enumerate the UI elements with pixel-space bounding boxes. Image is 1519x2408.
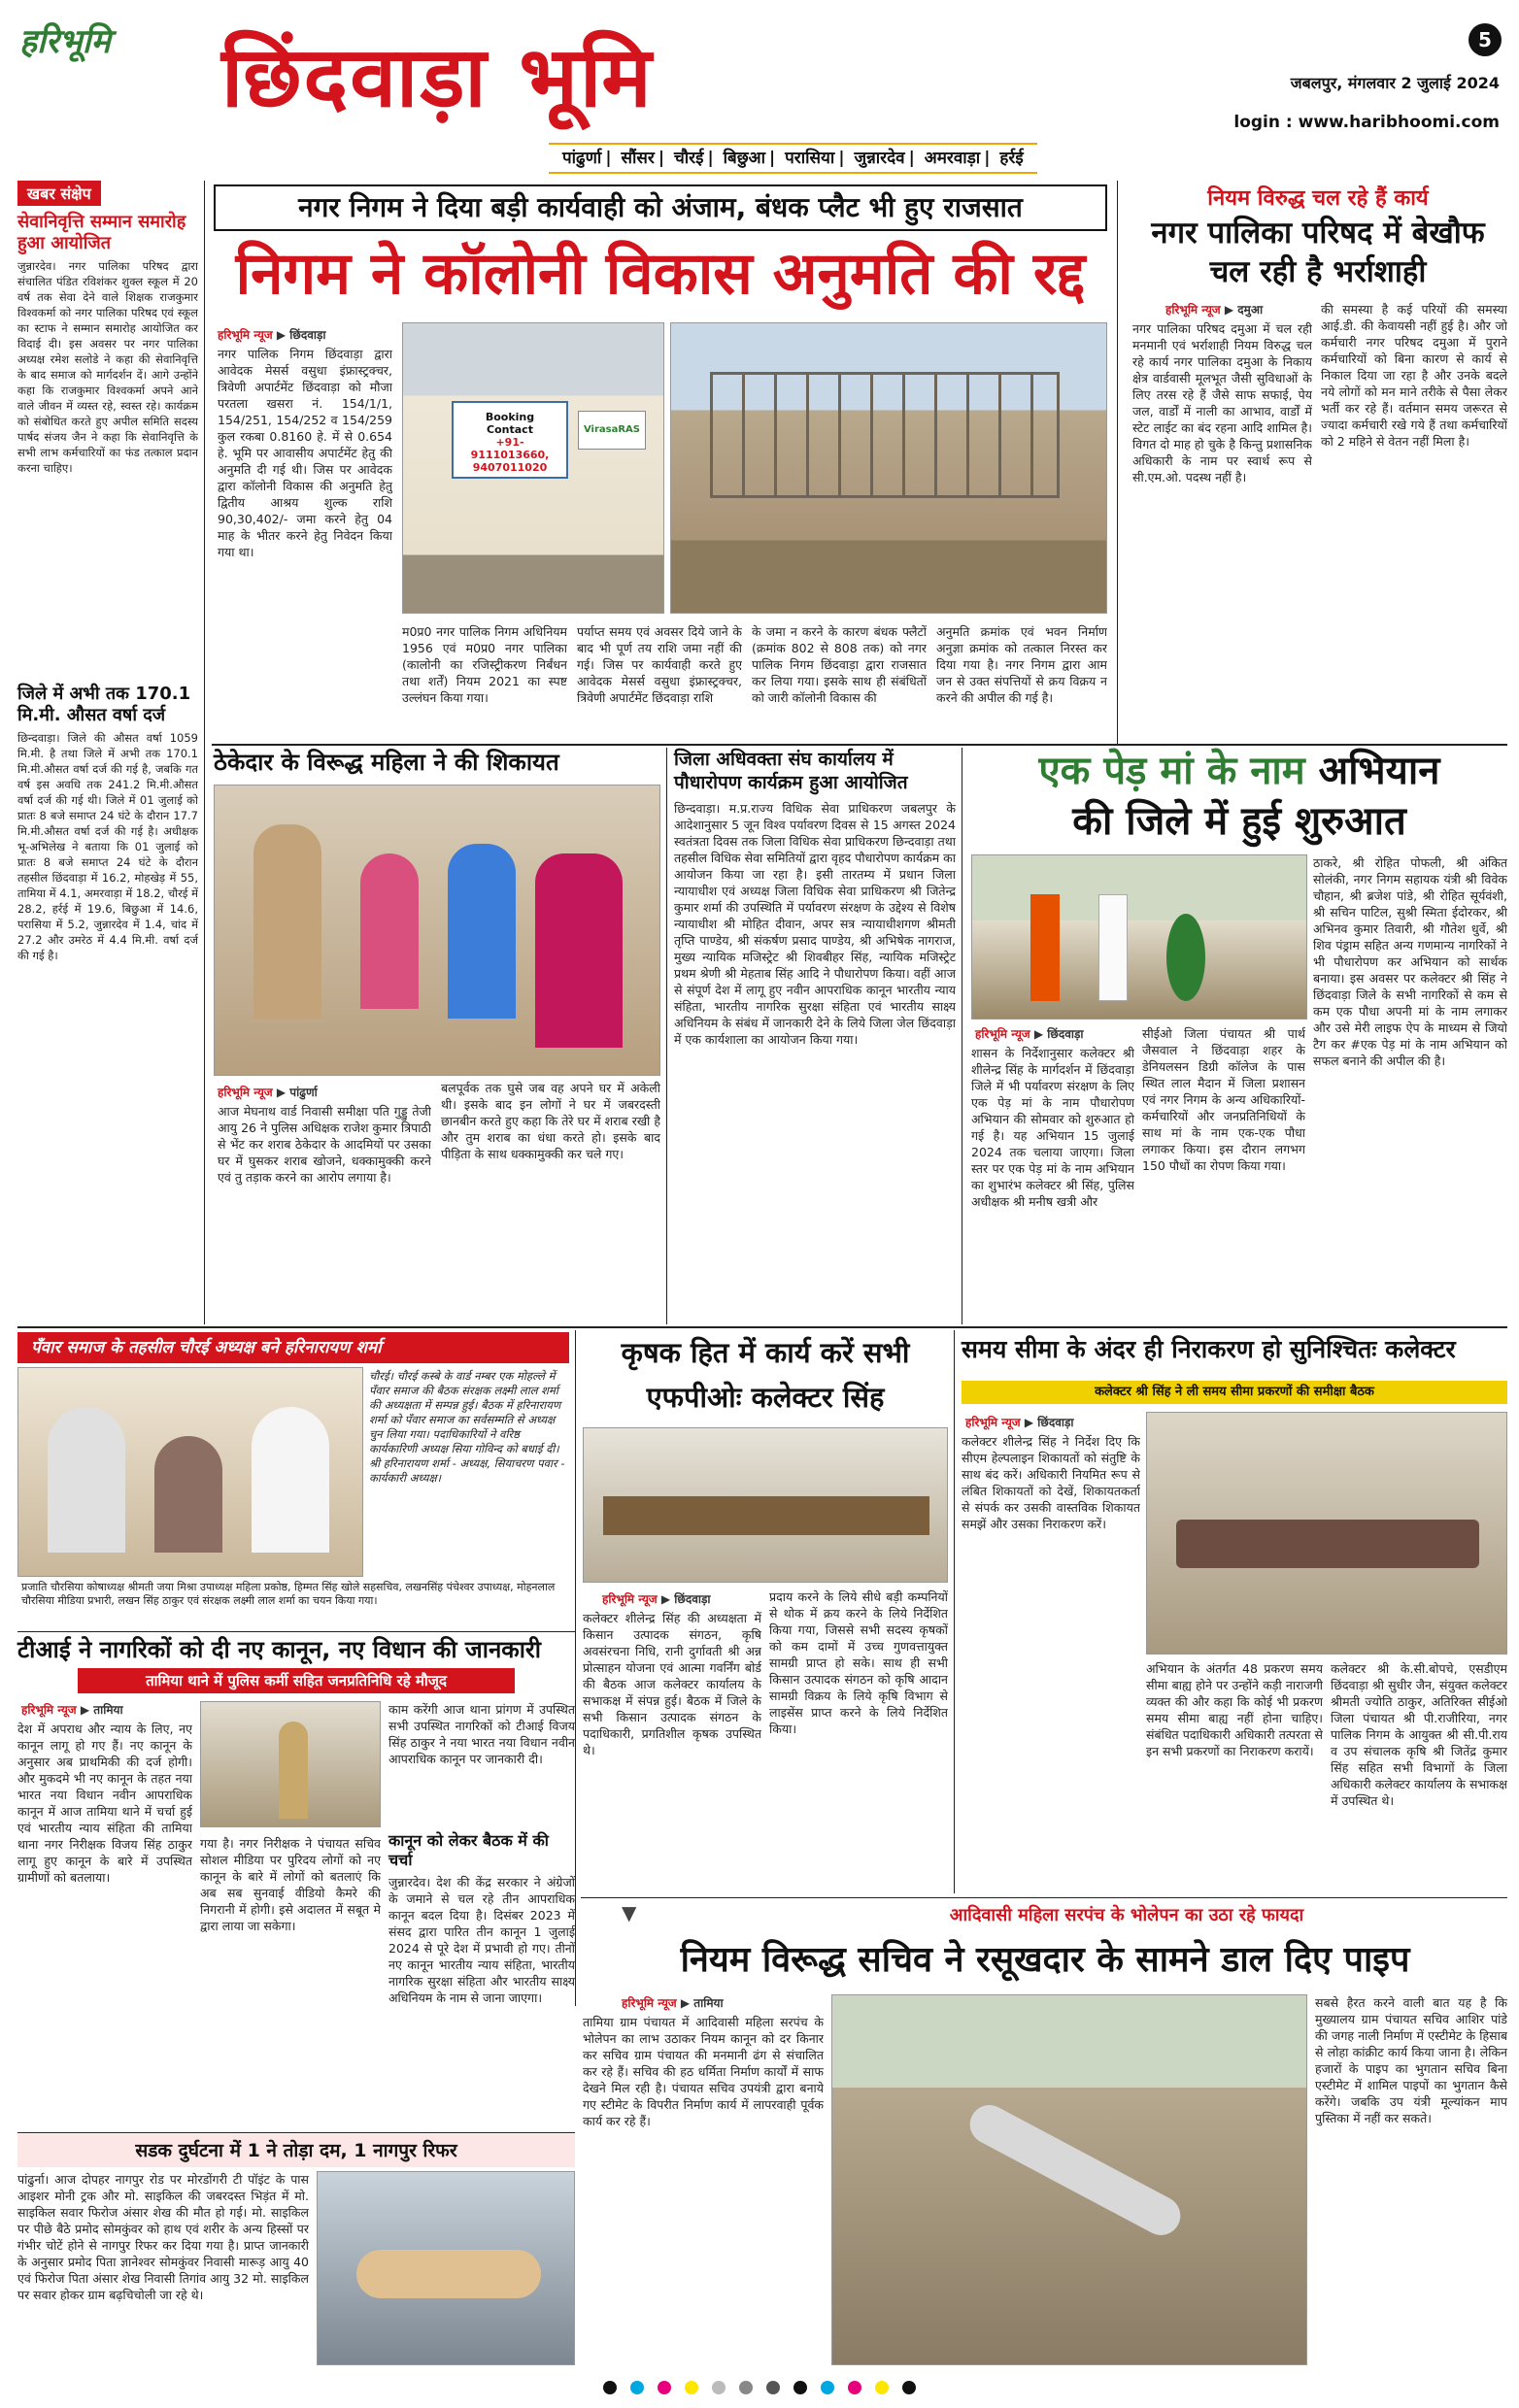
pawar-text: चौरई। चौरई कस्बे के वार्ड नम्बर एक मोहल्ले में पँवार समाज की बैठक संरक्षक लक्ष्मी लाल शर्मा की अध्यक्षता में सम्पन्न हुई। बैठक में हरिनारायण शर्मा को पँवार समाज का सर्वसम्मति से अध्यक्ष चुन लिया गया। पदाधिकारियों ने वरिष्ठ कार्यकारिणी अध्यक्ष सिया गोविन्द को बधाई दी। श्री हरिनारायण शर्मा - अध्यक्ष, सियाचरण पवार - कार्यकारी अध्यक्ष। [369, 1369, 565, 1485]
brief-column [17, 181, 198, 1274]
adivasi-text: सबसे हैरत करने वाली बात यह है कि मुख्यालय ग्राम पंचायत सचिव आशिर पांडे की जगह नाली निर्माण में एस्टीमेट के हिसाब से लोहा कांक्रीट कार्य किया जाना है। लेकिन हजारों के पाइप का भुगतान सचिव बिना एस्टीमेट में शामिल पाइपों का भुगतान कैसे करेंगे। जबकि उप यंत्री मूल्यांकन माप पुस्तिका में नहीं कर सकते। [1315, 1995, 1507, 2125]
lead-text: अनुमति क्रमांक एवं भवन निर्माण अनुज्ञा क्रमांक को तत्काल निरस्त कर दिया गया है। नगर निगम द्वारा आम जन से उक्त संपत्तियों से क्रय विक्रय न करने की अपील की गई है। [936, 624, 1107, 705]
thekedar-headline: ठेकेदार के विरूद्ध महिला ने की शिकायत [214, 749, 559, 776]
brief-headline: सेवानिवृत्ति सम्मान समारोह हुआ आयोजित [17, 212, 186, 253]
nav-item[interactable]: सौंसर [621, 149, 655, 168]
pawar-photo [17, 1367, 363, 1577]
krishak-headline: कृषक हित में कार्य करें सभी [621, 1336, 910, 1369]
samay-byline: हरिभूमि न्यूज ▶ छिंदवाड़ा [965, 1416, 1074, 1429]
tai-subhead: कानून को लेकर बैठक में की चर्चा [388, 1831, 549, 1869]
krishak-text: प्रदाय करने के लिये सीधे बड़ी कम्पनियों से थोक में क्रय करने के लिये निर्देशित किया गया, जिससे सभी सदस्य कृषकों को कम दामों में उच्च गुणवत्तायुक्त सामग्री प्राप्त हो सके। साथ ही सभी किसान उत्पादक संगठन को कृषि आदान सामग्री विक्रय के लिये कृषि विभाग से लाइसेंस प्राप्त करने के लिये निर्देशित किया। [769, 1589, 948, 1736]
samay-text: अभियान के अंतर्गत 48 प्रकरण समय सीमा बाह्य होने पर उन्होंने कड़ी नाराजगी व्यक्त की और कहा कि कोई भी प्रकरण समय सीमा बाह्य नहीं होना चाहिए। संबंधित पदाधिकारी अधिकारी तत्परता से इन सभी प्रकरणों का निराकरण करायें। [1146, 1661, 1323, 1758]
vidhik-text: छिन्दवाड़ा। म.प्र.राज्य विधिक सेवा प्राधिकरण जबलपुर के आदेशानुसार 5 जून विश्व पर्यावरण दिवस से 15 अगस्त 2024 स्वतंत्रता दिवस तक जिला विधिक सेवा प्राधिकरण छिन्दवाड़ा तथा तहसील विधिक सेवा समितियों द्वारा वृहद पौधारोपण कार्यक्रम का आयोजन किया जा रहा है। इसी तारतम्य में प्रधान जिला न्यायाधीश एवं अध्यक्ष जिला विधिक सेवा प्राधिकरण श्री जितेन्द्र कुमार शर्मा की उपस्थिति में पर्यावरण संरक्षण के उद्देश्य से विशेष न्यायाधीश श्री मोहित दीवान, अपर सत्र न्यायाधीशगण श्रीमती तृप्ति पाण्डेय, श्री संकर्षण प्रसाद पाण्डेय, श्री अभिषेक नागराज, मुख्य न्यायिक मजिस्ट्रेट श्री शिवबीहर सिंह, न्यायिक मजिस्ट्रेट प्रथम श्रेणी श्री मेहताब सिंह आदि ने पौधारोपण किया। वहीं आज से संपूर्ण देश में लागू हुए नवीन आपराधिक कानून भारतीय न्याय संहिता, भारतीय नागरिक सुरक्षा संहिता एवं भारतीय साक्ष्य अधिनियम के संबंध में जानकारी देने के लिये जिला जेल छिंदवाड़ा में एक कार्यशाला का आयोजन किया गया। [674, 801, 956, 1047]
thekedar-text: आज मेघनाथ वार्ड निवासी समीक्षा पति गुड्डु तेजी आयु 26 ने पुलिस अधिक्षक राजेश कुमार त्रिपाठी से भेंट कर शराब ठेकेदार के आदमियों पर उसका घर में घुसकर शराब खोजने, धक्कामुक्की करने एवं तु तड़ाक करने का आरोप लगाया है। [218, 1104, 431, 1185]
tehsil-nav: पांढुर्णा | सौंसर | चौरई | बिछुआ | परासिया | जुन्नारदेव | अमरवाड़ा | हर्रई [549, 143, 1037, 174]
right-byline: हरिभूमि न्यूज ▶ दमुआ [1165, 303, 1264, 317]
adivasi-text: तामिया ग्राम पंचायत में आदिवासी महिला सरपंच के भोलेपन का लाभ उठाकर नियम कानून को दर किनार कर सचिव ग्राम पंचायत की मनमानी ढंग से संचालित कर रहे हैं। सचिव की हठ धर्मिता निर्माण कार्यों में साफ देखने मिल रही है। पंचायत सचिव उपयंत्री द्वारा बनाये गए स्टीमेट के विपरीत निर्माण कार्य में लापरवाही पूर्वक कार्य कर रहे हैं। [583, 2015, 824, 2128]
tai-text: काम करेंगी आज थाना प्रांगण में उपस्थित सभी उपस्थित नागरिकों को टीआई विजय सिंह ठाकुर ने नया भारत नया विधान नवीन आपराधिक कानून पर जानकारी दी। [388, 1702, 575, 1766]
krishak-photo [583, 1427, 948, 1583]
lead-photo-construction [670, 322, 1107, 614]
ped-text: शासन के निर्देशानुसार कलेक्टर श्री शीलेन्द्र सिंह के मार्गदर्शन में छिंदवाड़ा जिले में भी पर्यावरण संरक्षण के लिए एक पेड़ मां के नाम पौधारोपण अभियान की सोमवार को शुरुआत हो गई है। यह अभियान 15 जुलाई 2024 तक चलाया जाएगा। जिला स्तर पर एक पेड़ मां के नाम अभियान का शुभारंभ कलेक्टर श्री सिंह, पुलिस अधीक्षक श्री मनीष खत्री और [971, 1046, 1134, 1209]
tai-photo [200, 1701, 381, 1827]
lead-text: के जमा न करने के कारण बंधक फ्लैटों (क्रमांक 802 से 808 तक) को नगर पालिक निगम छिंदवाड़ा द्वारा राजसात कर लिया गया। इसके साथ ही संबंधितों को जारी कॉलोनी विकास की [752, 624, 927, 705]
thekedar-photo [214, 785, 660, 1076]
ped-text: सीईओ जिला पंचायत श्री पार्थ जैसवाल ने छिंदवाड़ा शहर के डेनियलसन डिग्री कॉलेज के पास स्थित लाल मैदान में जिला प्रशासन एवं नगर निगम के अन्य अधिकारियों-कर्मचारियों और जनप्रतिनिधियों के साथ मां के नाम एक-एक पौधा लगाकर किया। इस दौरान लगभग 150 पौधों का रोपण किया गया। [1142, 1026, 1305, 1173]
nav-item[interactable]: चौरई [673, 149, 704, 168]
samay-headline: समय सीमा के अंदर ही निराकरण हो सुनिश्चितः कलेक्टर [962, 1335, 1456, 1363]
right-headline: नगर पालिका परिषद में बेखौफ चल रही है भर्राशाही [1151, 216, 1485, 289]
booking-sign: Booking Contact +91-9111013660, 9407011020 [452, 401, 568, 479]
dateline: जबलपुर, मंगलवार 2 जुलाई 2024 [1290, 74, 1500, 92]
page-number: 5 [1468, 23, 1502, 56]
nav-item[interactable]: बिछुआ [723, 149, 765, 168]
sadak-text: पांढुर्ना। आज दोपहर नागपुर रोड पर मोरडोंगरी टी पॉइंट के पास आइशर मोनी ट्रक और मो. साइकिल की जबरदस्त भिड़ंत में मो. साइकिल सवार फिरोज अंसार शेख की मौत हो गई। मो. साइकिल पर पीछे बैठे प्रमोद सोमकुंवर को हाथ एवं शरीर के अन्य हिस्सों पर गंभीर चोटें होने से नागपुर रिफर कर दिया गया है। प्राप्त जानकारी के अनुसार प्रमोद पिता ज्ञानेश्वर सोमकुंवर निवासी मारूड़ आयु 40 एवं फिरोज पिता अंसार शेख निवासी तिगांव आयु 32 मो. साइकिल पर सवार होकर ग्राम बढ़चिचोली जा रहे थे। [17, 2172, 309, 2302]
nav-item[interactable]: जुन्नारदेव [854, 149, 905, 168]
thekedar-text: बलपूर्वक तक घुसे जब वह अपने घर में अकेली थी। इसके बाद इन लोगों ने घर में जबरदस्ती छानबीन करते हुए कहा कि तेरे घर में शराब रखी है और तुम शराब का धंधा करते हो। इसके बाद पीड़िता के साथ धक्कामुक्की कर चले गए। [441, 1081, 660, 1161]
lead-headline: निगम ने कॉलोनी विकास अनुमति की रद्द [235, 240, 1086, 308]
nav-item[interactable]: हर्रई [999, 149, 1024, 168]
nav-item[interactable]: परासिया [785, 149, 835, 168]
haribhoomi-logo: हरिभूमि [19, 22, 111, 61]
lead-kicker: नगर निगम ने दिया बड़ी कार्यवाही को अंजाम, बंधक प्लैट भी हुए राजसात [214, 184, 1107, 231]
adivasi-band: आदिवासी महिला सरपंच के भोलेपन का उठा रहे फायदा [949, 1905, 1304, 1925]
ped-text: ठाकरे, श्री रोहित पोफली, श्री अंकित सोलंकी, नगर निगम सहायक यंत्री श्री विवेक चौहान, श्री ब्रजेश पांडे, श्री रोहित सूर्यवंशी, श्री सचिन पाटिल, सुश्री स्मिता ईदोरकर, श्री अभिनव कुमार तिवारी, श्री गौतेश धुर्वे, श्री शिव पंड्राम सहित अन्य गणमान्य नागरिकों ने भी पौधारोपण कर अभियान को सार्थक बनाया। इस अवसर पर कलेक्टर श्री सिंह ने छिंदवाड़ा जिले के सभी नागरिकों से कम से कम एक पौधा अपनी मां के नाम लगाकर और उसे मेरी लाइफ ऐप के माध्यम से जियो टैग कर #एक पेड़ मां के नाम अभियान को सफल बनाने की अपील की है। [1313, 855, 1507, 1068]
lead-text: नगर पालिक निगम छिंदवाड़ा द्वारा आवेदक मेसर्स वसुधा इंफ्रास्ट्रक्चर, त्रिवेणी अपार्टमेंट छिंदवाड़ा को मौजा परतला खसरा नं. 154/1/1, 154/251, 154/252 व 154/259 कुल रकबा 0.8160 हे. में से 0.654 हे. भूमि पर आवासीय अपार्टमेंट हेतु की अनुमति दी गई थी। जिस पर आवेदक द्वारा कॉलोनी विकास की अनुमति हेतु द्वितीय आश्रय शुल्क राशि 90,30,402/- जमा करने हेतु 04 माह के भीतर करने हेतु निवेदन किया गया था। [218, 347, 392, 559]
page-title: छिंदवाड़ा भूमि [221, 29, 654, 126]
ped-byline: हरिभूमि न्यूज ▶ छिंदवाड़ा [975, 1027, 1084, 1041]
samay-text: कलेक्टर श्री के.सी.बोपचे, एसडीएम छिंदवाड़ा श्री सुधीर जैन, संयुक्त कलेक्टर श्रीमती ज्योति ठाकुर, अतिरिक्त सीईओ जिला पंचायत श्री पी.राजीरिया, नगर पालिक निगम के आयुक्त श्री सी.पी.राय व उप संचालक कृषि श्री जितेंद्र कुमार सिंह सहित सभी विभागों के जिला अधिकारी कलेक्टर कार्यालय के सभाकक्ष में उपस्थित थे। [1331, 1661, 1507, 1808]
lead-text: पर्याप्त समय एवं अवसर दिये जाने के बाद भी पूर्ण तय राशि जमा नहीं की गई। जिस पर कार्यवाही करते हुए आवेदक मेसर्स वसुधा इंफ्रास्ट्रक्चर, त्रिवेणी अपार्टमेंट छिंदवाड़ा राशि [577, 624, 742, 705]
lead-byline: हरिभूमि न्यूज ▶ छिंदवाड़ा [218, 328, 326, 342]
pawar-band: पँवार समाज के तहसील चौरई अध्यक्ष बने हरिनारायण शर्मा [17, 1332, 569, 1363]
adivasi-photo-pipe [831, 1994, 1307, 2365]
sadak-headline: सडक दुर्घटना में 1 ने तोड़ा दम, 1 नागपुर रिफर [17, 2134, 575, 2167]
pawar-caption: प्रजाति चौरसिया कोषाध्यक्ष श्रीमती जया मिश्रा उपाध्यक्ष महिला प्रकोष्ठ, हिम्मत सिंह खोले सहसचिव, लखनसिंह पंचेश्वर उपाध्यक्ष, मोहनलाल चौरसिया मीडिया प्रभारी, लखन सिंह ठाकुर एवं संरक्षक लक्ष्मी लाल शर्मा का चयन किया गया। [21, 1581, 556, 1607]
adivasi-byline: हरिभूमि न्यूज ▶ तामिया [622, 1996, 724, 2010]
chevron-down-icon: ▼ [622, 1901, 637, 1924]
brief-text: छिन्दवाड़ा। जिले की औसत वर्षा 1059 मि.मी. है तथा जिले में अभी तक 170.1 मि.मी.औसत वर्षा दर्ज की गई है, जबकि गत वर्ष इस अवधि तक 241.2 मि.मी.औसत वर्षा दर्ज की गई थी। जिले में 01 जुलाई को प्रातः 8 बजे समाप्त 24 घंटे के दौरान 17.7 मि.मी.औसत वर्षा दर्ज की गई है। अधीक्षक भू-अभिलेख ने बताया कि 01 जुलाई को प्रातः 8 बजे समाप्त 24 घंटे के दौरान तहसील छिंदवाड़ा में 16.2, मोहखेड़ में 55, तामिया में 4.1, अमरवाड़ा में 18.2, चौरई में 28.2, हर्रई में 19.6, बिछुआ में 14.6, परासिया में 5.2, जुन्नारदेव में 1.4, चांद में 27.2 और उमरेठ में 4.4 मि.मी. वर्षा दर्ज की गई है। [17, 731, 198, 962]
nav-item[interactable]: अमरवाड़ा [924, 149, 981, 168]
tai-text: देश में अपराध और न्याय के लिए, नए कानून लागू हो गए हैं। नए कानून के अनुसार अब प्राथमिकी की दर्ज होगी। और मुकदमे भी नए कानून के तहत नया भारत नया विधान नवीन आपराधिक कानून में आज तामिया थाने में चर्चा हुई एवं भारतीय न्याय संहिता की तामिया थाना नगर निरीक्षक विजय सिंह ठाकुर लागू हुए कानून के बारे में उपस्थित ग्रामीणों को बतलाया। [17, 1722, 192, 1885]
ped-headline: एक पेड़ मां के नाम अभियान [1038, 749, 1440, 793]
sadak-photo [317, 2171, 575, 2365]
tai-band: तामिया थाने में पुलिस कर्मी सहित जनप्रतिनिधि रहे मौजूद [78, 1668, 515, 1693]
lead-photo-building [402, 322, 664, 614]
vidhik-headline: जिला अधिवक्ता संघ कार्यालय में पौधारोपण कार्यक्रम हुआ आयोजित [674, 749, 908, 793]
brief-headline: जिले में अभी तक 170.1 मि.मी. औसत वर्षा दर्ज [17, 684, 191, 725]
registration-strip [0, 2377, 1519, 2398]
brand-sign: VirasaRAS [578, 411, 646, 450]
adivasi-headline: नियम विरूद्ध सचिव ने रसूखदार के सामने डाल दिए पाइप [680, 1940, 1410, 1980]
tai-byline: हरिभूमि न्यूज ▶ तामिया [21, 1703, 123, 1717]
right-text: की समस्या है कई परियों की समस्या आई.डी. की केवायसी नहीं हुई है। और जो कर्मचारी नगर परिषद दमुआ में पुराने कर्मचारियों को बिना कारण से कार्य से निकाल दिया जा रहा है और उनके बदले नये लोगों को मन माने तरीके से पैसा लेकर भर्ती कर रहे हैं। वर्तमान समय जरूरत से ज्यादा कर्मचारी रखे गये हैं तथा कर्मचारियों को 2 महिने से वेतन नहीं मिला है। [1321, 302, 1507, 449]
tai-headline: टीआई ने नागरिकों को दी नए कानून, नए विधान की जानकारी [17, 1636, 541, 1663]
ped-headline: की जिले में हुई शुरुआत [1072, 799, 1406, 844]
samay-photo [1146, 1412, 1507, 1655]
lead-text: म0प्र0 नगर पालिक निगम अधिनियम 1956 एवं म0प्र0 नगर पालिका (कालोनी का रजिस्ट्रीकरण निर्बंधन तथा शर्तें) नियम 2021 का स्पष्ट उल्लंघन किया गया। [402, 624, 567, 705]
tai-text: जुन्नारदेव। देश की केंद्र सरकार ने अंग्रेजों के जमाने से चल रहे तीन आपराधिक कानून बदल दिया है। दिसंबर 2023 में संसद द्वारा पारित तीन कानून 1 जुलाई 2024 से पूरे देश में प्रभावी हो गए। तीनों नए कानून भारतीय न्याय संहिता, भारतीय नागरिक सुरक्षा संहिता और भारतीय साक्ष्य अधिनियम के नाम से जाना जाएगा। [388, 1875, 575, 2005]
tai-text: गया है। नगर निरीक्षक ने पंचायत सचिव सोशल मीडिया पर पुरिदय लोगों को नए कानून के बारे में लोगों को बतलाएं कि अब सब सुनवाई वीडियो कैमरे की निगरानी में होगी। इसे अदालत में सबूत मे द्वारा लाया जा सकेगा। [200, 1836, 381, 1933]
krishak-byline: हरिभूमि न्यूज ▶ छिंदवाड़ा [602, 1592, 711, 1606]
right-kicker: नियम विरुद्ध चल रहे हैं कार्य [1207, 186, 1429, 211]
thekedar-byline: हरिभूमि न्यूज ▶ पांढुर्णा [218, 1086, 318, 1099]
nav-item[interactable]: पांढुर्णा [562, 149, 602, 168]
samay-text: कलेक्टर शीलेन्द्र सिंह ने निर्देश दिए कि सीएम हेल्पलाइन शिकायतों को संतुष्टि के साथ बंद करें। अधिकारी नियमित रूप से लंबित शिकायतों को देखें, शिकायतकर्ता से संपर्क कर उसकी वास्तविक शिकायत समझें और उसका निराकरण करें। [962, 1434, 1140, 1531]
ped-photo [971, 854, 1307, 1020]
brief-text: जुन्नारदेव। नगर पालिका परिषद द्वारा संचालित पंडित रविशंकर शुक्ल स्कूल में 20 वर्ष तक सेवा देने वाले शिक्षक राजकुमार विश्वकर्मा को नगर पालिका परिषद एवं स्कूल का स्टाफ ने सम्मान समारोह आयोजित कर विदाई दी। इस अवसर पर नगर पालिका अध्यक्ष रमेश सलोडे ने कहा की सेवानिवृत्ति के बाद समाज को मार्गदर्शन दें। आगे उन्होंने कहा कि राजकुमार विश्वकर्मा अपने आने वाले जीवन में व्यस्त रहे, स्वस्त रहे। कार्यक्रम को संबोधित करते हुए अपील समिति सदस्य पार्षद संजय जैन ने कहा कि सेवानिवृत्ति के सभी लाभ कर्मचारियों का फंड तत्काल प्रदान करना चाहिए। [17, 259, 198, 475]
right-text: नगर पालिका परिषद दमुआ में चल रही मनमानी एवं भर्राशाही नियम विरुद्ध चल रहे कार्य नगर पालिका दमुआ के निकाय क्षेत्र वार्डवासी मूलभूत जैसी सुविधाओं के लिए तरस रहे हैं जैसे साफ सफाई, पेय जल, वार्डों में नाली का आभाव, वार्डों में स्टेट लाईट का बंद रहना आदि शामिल है। विगत दो माह हो चुके है किन्तु प्रशासनिक अधिकारी के नाम पर स्वार्थ रूप से सी.एम.ओ. पदस्थ नहीं है। [1132, 321, 1312, 485]
login-link[interactable]: login : www.haribhoomi.com [1233, 113, 1500, 132]
krishak-text: कलेक्टर शीलेन्द्र सिंह की अध्यक्षता में किसान उत्पादक संगठन, कृषि अवसंरचना निधि, रानी दुर्गावती श्री अन्न प्रोत्साहन योजना एवं आत्मा गवर्निंग बोर्ड की बैठक आज कलेक्टर कार्यालय के सभाकक्ष में संपन्न हुई। बैठक में जिले के सभी किसान उत्पादक संगठन के पदाधिकारी, प्रगतिशील कृषक उपस्थित थे। [583, 1611, 761, 1757]
krishak-headline: एफपीओः कलेक्टर सिंह [646, 1381, 885, 1414]
brief-label: खबर संक्षेप [17, 181, 101, 206]
samay-subhead: कलेक्टर श्री सिंह ने ली समय सीमा प्रकरणों की समीक्षा बैठक [962, 1381, 1507, 1404]
